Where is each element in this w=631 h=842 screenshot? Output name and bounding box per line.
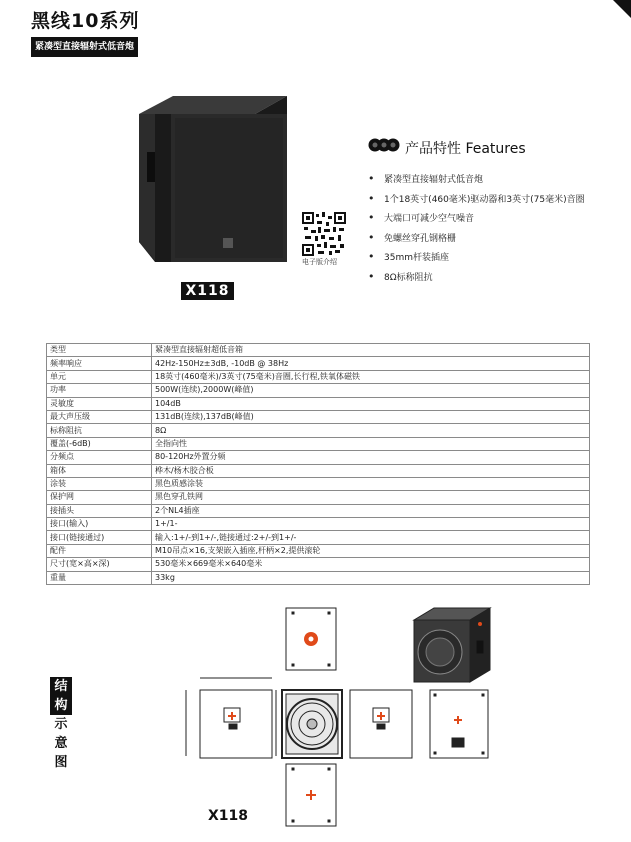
right-side-view: [350, 690, 412, 758]
spec-row: [47, 344, 590, 357]
spec-key: 涂装: [47, 477, 152, 490]
spec-value: 18英寸(460毫米)/3英寸(75毫米)音圈,长行程,铁氧体磁铁: [152, 370, 590, 383]
back-view: [430, 690, 488, 758]
spec-value: 500W(连续),2000W(峰值): [152, 384, 590, 397]
spec-key: 最大声压级: [47, 410, 152, 423]
top-view: [286, 608, 336, 670]
features-list: [368, 170, 585, 287]
spec-row: [47, 370, 590, 383]
product-photo: [125, 92, 295, 277]
page-title: 黑线10系列: [31, 10, 140, 32]
spec-row: [47, 491, 590, 504]
spec-value: 131dB(连续),137dB(峰值): [152, 410, 590, 423]
spec-row: [47, 518, 590, 531]
structure-diagram: [178, 604, 498, 832]
grille-pattern: [175, 118, 283, 258]
diagram-model-caption: X118: [208, 808, 249, 824]
brand-badge: [223, 238, 233, 248]
spec-value: 黑色穿孔铁网: [152, 491, 590, 504]
spec-value: 104dB: [152, 397, 590, 410]
spec-row: [47, 384, 590, 397]
spec-value: 80-120Hz外置分频: [152, 451, 590, 464]
spec-key: 灵敏度: [47, 397, 152, 410]
features-title: 产品特性 Features: [405, 141, 526, 157]
feature-item: • 免螺丝穿孔钢格栅: [368, 229, 585, 249]
features-logo-icon: [368, 138, 400, 152]
spec-row: [47, 437, 590, 450]
series-subtitle: 紧凑型直接辐射式低音炮: [31, 37, 138, 57]
feature-item: • 大端口可减少空气噪音: [368, 209, 585, 229]
spec-key: 保护网: [47, 491, 152, 504]
spec-value: 1+/1-: [152, 518, 590, 531]
label-char: 示: [54, 717, 68, 732]
spec-key: 覆盖(-6dB): [47, 437, 152, 450]
spec-key: 尺寸(宽×高×深): [47, 558, 152, 571]
spec-row: [47, 558, 590, 571]
spec-key: 功率: [47, 384, 152, 397]
spec-row: [47, 531, 590, 544]
spec-row: [47, 504, 590, 517]
spec-row: [47, 544, 590, 557]
spec-value: 全指向性: [152, 437, 590, 450]
spec-key: 单元: [47, 370, 152, 383]
spec-key: 分频点: [47, 451, 152, 464]
spec-value: 8Ω: [152, 424, 590, 437]
side-handle: [147, 152, 155, 182]
spec-value: 2个NL4插座: [152, 504, 590, 517]
spec-key: 重量: [47, 571, 152, 584]
label-char: 图: [54, 755, 68, 770]
spec-key: 接口(链接通过): [47, 531, 152, 544]
label-char: 构: [50, 696, 72, 715]
feature-item: • 紧凑型直接辐射式低音炮: [368, 170, 585, 190]
spec-row: [47, 477, 590, 490]
spec-key: 接口(输入): [47, 518, 152, 531]
isometric-view: [414, 608, 490, 682]
spec-row: [47, 397, 590, 410]
feature-item: • 1个18英寸(460毫米)驱动器和3英寸(75毫米)音圈: [368, 190, 585, 210]
corner-mark: [613, 0, 631, 18]
spec-key: 配件: [47, 544, 152, 557]
spec-value: 黑色质感涂装: [152, 477, 590, 490]
spec-row: [47, 464, 590, 477]
spec-value: M10吊点×16,支架嵌入插座,杆柄×2,提供滚轮: [152, 544, 590, 557]
spec-value: 桦木/杨木胶合板: [152, 464, 590, 477]
feature-item: • 35mm杆装插座: [368, 248, 585, 268]
spec-key: 接插头: [47, 504, 152, 517]
spec-row: [47, 410, 590, 423]
spec-row: [47, 357, 590, 370]
qr-code[interactable]: [302, 212, 346, 256]
label-char: 意: [54, 736, 68, 751]
spec-key: 箱体: [47, 464, 152, 477]
structure-diagram-label: [50, 677, 72, 772]
spec-table: [46, 343, 590, 585]
spec-value: 33kg: [152, 571, 590, 584]
spec-row: [47, 571, 590, 584]
spec-value: 输入:1+/-到1+/-,链接通过:2+/-到1+/-: [152, 531, 590, 544]
label-char: 结: [50, 677, 72, 696]
feature-item: • 8Ω标称阻抗: [368, 268, 585, 288]
spec-value: 紧凑型直接辐射超低音箱: [152, 344, 590, 357]
spec-value: 530毫米×669毫米×640毫米: [152, 558, 590, 571]
qr-caption: 电子版介绍: [302, 258, 337, 266]
spec-key: 标称阻抗: [47, 424, 152, 437]
spec-key: 类型: [47, 344, 152, 357]
spec-row: [47, 451, 590, 464]
front-view: [282, 690, 342, 758]
model-badge: X118: [181, 282, 234, 300]
spec-value: 42Hz-150Hz±3dB, -10dB @ 38Hz: [152, 357, 590, 370]
left-side-view: [200, 690, 272, 758]
spec-row: [47, 424, 590, 437]
spec-key: 频率响应: [47, 357, 152, 370]
bottom-view: [286, 764, 336, 826]
